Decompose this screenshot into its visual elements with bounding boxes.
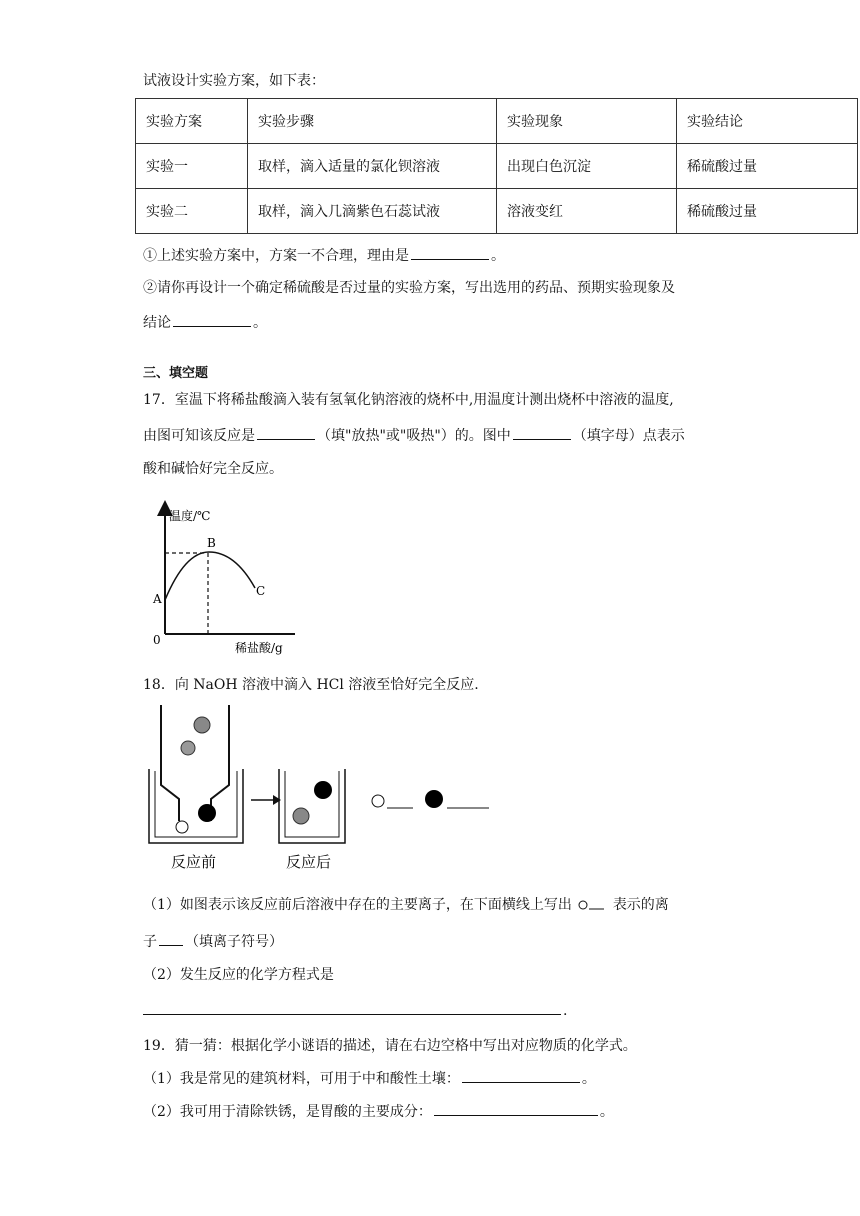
q16-part1 xyxy=(143,245,505,266)
table-row xyxy=(136,189,858,234)
graph-point-b: B xyxy=(207,536,216,550)
table-cell: 出现白色沉淀 xyxy=(497,144,677,189)
ion-gray-circle xyxy=(181,741,195,755)
reaction-diagram xyxy=(143,705,503,875)
table-cell: 实验一 xyxy=(136,144,248,189)
graph-ylabel: 温度/℃ xyxy=(169,509,211,523)
q16-part2-line1: ②请你再设计一个确定稀硫酸是否过量的实验方案，写出选用的药品、预期实验现象及 xyxy=(143,280,675,296)
legend-white-circle xyxy=(372,795,384,807)
q18-part1-line2 xyxy=(143,931,283,952)
graph-curve xyxy=(165,552,255,600)
q18-part2-end: . xyxy=(563,1003,568,1019)
q18-part1-text-b: 表示的离 xyxy=(612,897,669,913)
legend-black-circle xyxy=(425,790,443,808)
table-header-cell: 实验方案 xyxy=(136,99,248,144)
q17-line3: 酸和碱恰好完全反应。 xyxy=(143,461,283,477)
q18-part2: （2）发生反应的化学方程式是 xyxy=(143,967,334,983)
table-cell: 稀硫酸过量 xyxy=(677,189,858,234)
intro-text: 试液设计实验方案，如下表： xyxy=(143,73,325,89)
table-cell: 实验二 xyxy=(136,189,248,234)
answer-blank[interactable] xyxy=(462,1068,580,1083)
answer-blank[interactable] xyxy=(159,931,183,946)
q19-part1-end: 。 xyxy=(581,1071,596,1087)
temperature-graph xyxy=(145,500,305,660)
q16-part2-end: 。 xyxy=(253,315,267,331)
arrow-head xyxy=(273,795,281,805)
q18-part1-text-a: （1）如图表示该反应前后溶液中存在的主要离子，在下面横线上写出 xyxy=(143,897,572,913)
q18-part1 xyxy=(143,895,669,915)
answer-blank[interactable] xyxy=(513,425,571,440)
q19-part2-text: （2）我可用于清除铁锈，是胃酸的主要成分： xyxy=(143,1104,432,1120)
table-cell: 稀硫酸过量 xyxy=(677,144,858,189)
white-ion-icon xyxy=(578,897,606,911)
answer-blank[interactable] xyxy=(173,312,251,327)
ion-gray-circle xyxy=(293,808,309,824)
table-header-cell: 实验现象 xyxy=(497,99,677,144)
table-row xyxy=(136,144,858,189)
q18-part2-answer-line xyxy=(143,1000,567,1021)
graph-point-a: A xyxy=(153,592,162,606)
q17-line1: 17．室温下将稀盐酸滴入装有氢氧化钠溶液的烧杯中,用温度计测出烧杯中溶液的温度, xyxy=(143,392,674,408)
ion-gray-circle xyxy=(194,717,210,733)
table-cell: 溶液变红 xyxy=(497,189,677,234)
table-cell: 取样，滴入几滴紫色石蕊试液 xyxy=(248,189,497,234)
q18-title: 18．向 NaOH 溶液中滴入 HCl 溶液至恰好完全反应. xyxy=(143,677,479,693)
ion-black-circle xyxy=(314,781,332,799)
q19-part2-end: 。 xyxy=(599,1104,614,1120)
q19-title: 19．猜一猜：根据化学小谜语的描述，请在右边空格中写出对应物质的化学式。 xyxy=(143,1038,637,1054)
graph-point-c: C xyxy=(256,584,266,598)
q17-text-c: （填字母）点表示 xyxy=(572,428,685,444)
q19-part1 xyxy=(143,1068,596,1089)
label-before: 反应前 xyxy=(171,853,217,871)
beaker-after-inner xyxy=(285,771,339,837)
q19-part2 xyxy=(143,1101,614,1122)
table-header-cell: 实验结论 xyxy=(677,99,858,144)
q16-part2-text: 结论 xyxy=(143,315,171,331)
graph-origin: 0 xyxy=(153,633,161,647)
q16-part2-line2 xyxy=(143,312,267,333)
table-header-cell: 实验步骤 xyxy=(248,99,497,144)
q16-part1-end: 。 xyxy=(491,248,505,264)
answer-blank[interactable] xyxy=(434,1101,598,1116)
beaker-before-inner xyxy=(155,771,237,837)
q18-part1-text-c: 子 xyxy=(143,934,157,950)
q17-text-a: 由图可知该反应是 xyxy=(143,428,255,444)
q17-text-b: （填"放热"或"吸热"）的。图中 xyxy=(317,428,511,444)
q19-part1-text: （1）我是常见的建筑材料，可用于中和酸性土壤： xyxy=(143,1071,460,1087)
q16-part1-text: ①上述实验方案中，方案一不合理，理由是 xyxy=(143,248,409,264)
label-after: 反应后 xyxy=(286,853,332,871)
graph-xlabel: 稀盐酸/g xyxy=(235,641,283,655)
beaker-after xyxy=(279,769,345,843)
ion-white-circle xyxy=(176,821,188,833)
answer-blank[interactable] xyxy=(257,425,315,440)
table-cell: 取样，滴入适量的氯化钡溶液 xyxy=(248,144,497,189)
ion-black-circle xyxy=(198,804,216,822)
answer-blank[interactable] xyxy=(411,245,489,260)
table-header-row xyxy=(136,99,858,144)
q17-line2 xyxy=(143,425,685,446)
answer-blank[interactable] xyxy=(143,1000,561,1015)
experiment-table xyxy=(135,98,858,234)
q18-part1-text-d: （填离子符号） xyxy=(185,934,283,950)
section-title: 三、填空题 xyxy=(143,366,209,381)
